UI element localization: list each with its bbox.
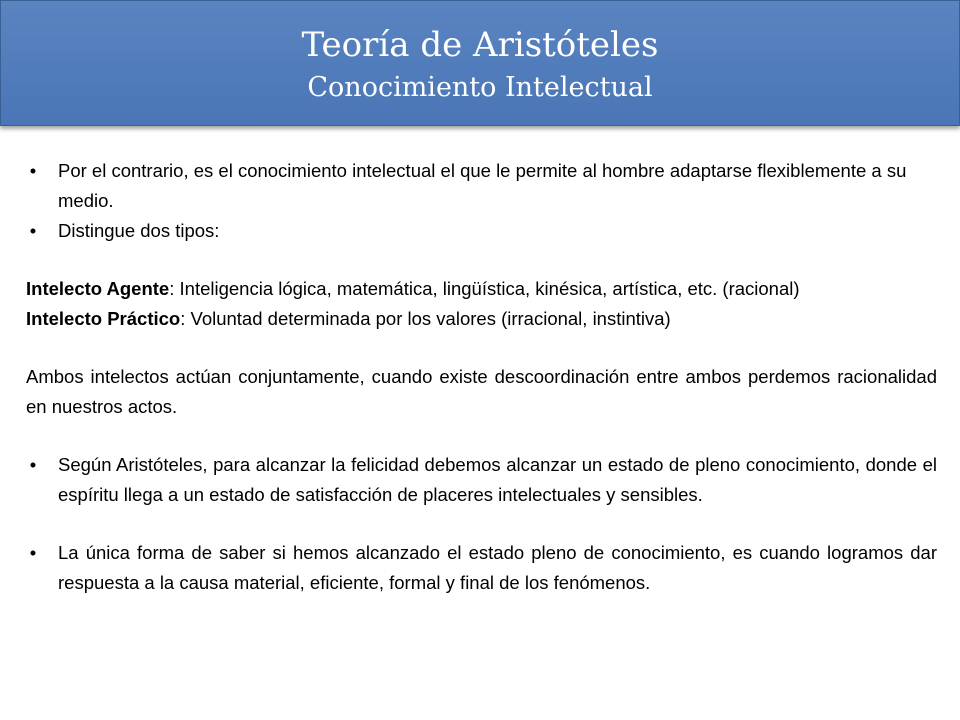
- spacer: [26, 246, 937, 274]
- bullet-item: [26, 156, 937, 216]
- bullet-text: Según Aristóteles, para alcanzar la felicidad debemos alcanzar un estado de pleno conocimiento, donde el espíritu llega a un estado de satisfacción de placeres intelectuales y sensibles.: [58, 454, 937, 505]
- spacer: [26, 510, 937, 538]
- spacer: [26, 334, 937, 362]
- slide-body: [26, 156, 937, 598]
- bullet-icon: •: [29, 542, 37, 563]
- bullet-icon: •: [29, 160, 37, 181]
- definition-term: Intelecto Práctico: [26, 308, 181, 329]
- slide-title: Teoría de Aristóteles: [301, 25, 659, 65]
- definition-agente: [26, 274, 937, 304]
- definition-text: : Inteligencia lógica, matemática, lingüística, kinésica, artística, etc. (racional): [169, 278, 800, 299]
- bullet-item: [26, 450, 937, 510]
- bullet-text: Por el contrario, es el conocimiento intelectual el que le permite al hombre adaptarse flexiblemente a su medio.: [58, 160, 907, 211]
- title-banner: [0, 0, 960, 126]
- bullet-item: [26, 216, 937, 246]
- bullet-text: La única forma de saber si hemos alcanzado el estado pleno de conocimiento, es cuando logramos dar respuesta a la causa material, eficiente, formal y final de los fenómenos.: [58, 542, 937, 593]
- slide-subtitle: Conocimiento Intelectual: [307, 72, 653, 103]
- definition-term: Intelecto Agente: [26, 278, 170, 299]
- bullet-icon: •: [29, 220, 37, 241]
- bullet-icon: •: [29, 454, 37, 475]
- spacer: [26, 422, 937, 450]
- body-paragraph: Ambos intelectos actúan conjuntamente, cuando existe descoordinación entre ambos perdemos racionalidad en nuestros actos.: [26, 366, 937, 417]
- definition-text: : Voluntad determinada por los valores (irracional, instintiva): [180, 308, 671, 329]
- bullet-text: Distingue dos tipos:: [58, 220, 220, 241]
- bullet-item: [26, 538, 937, 598]
- definition-practico: [26, 304, 937, 334]
